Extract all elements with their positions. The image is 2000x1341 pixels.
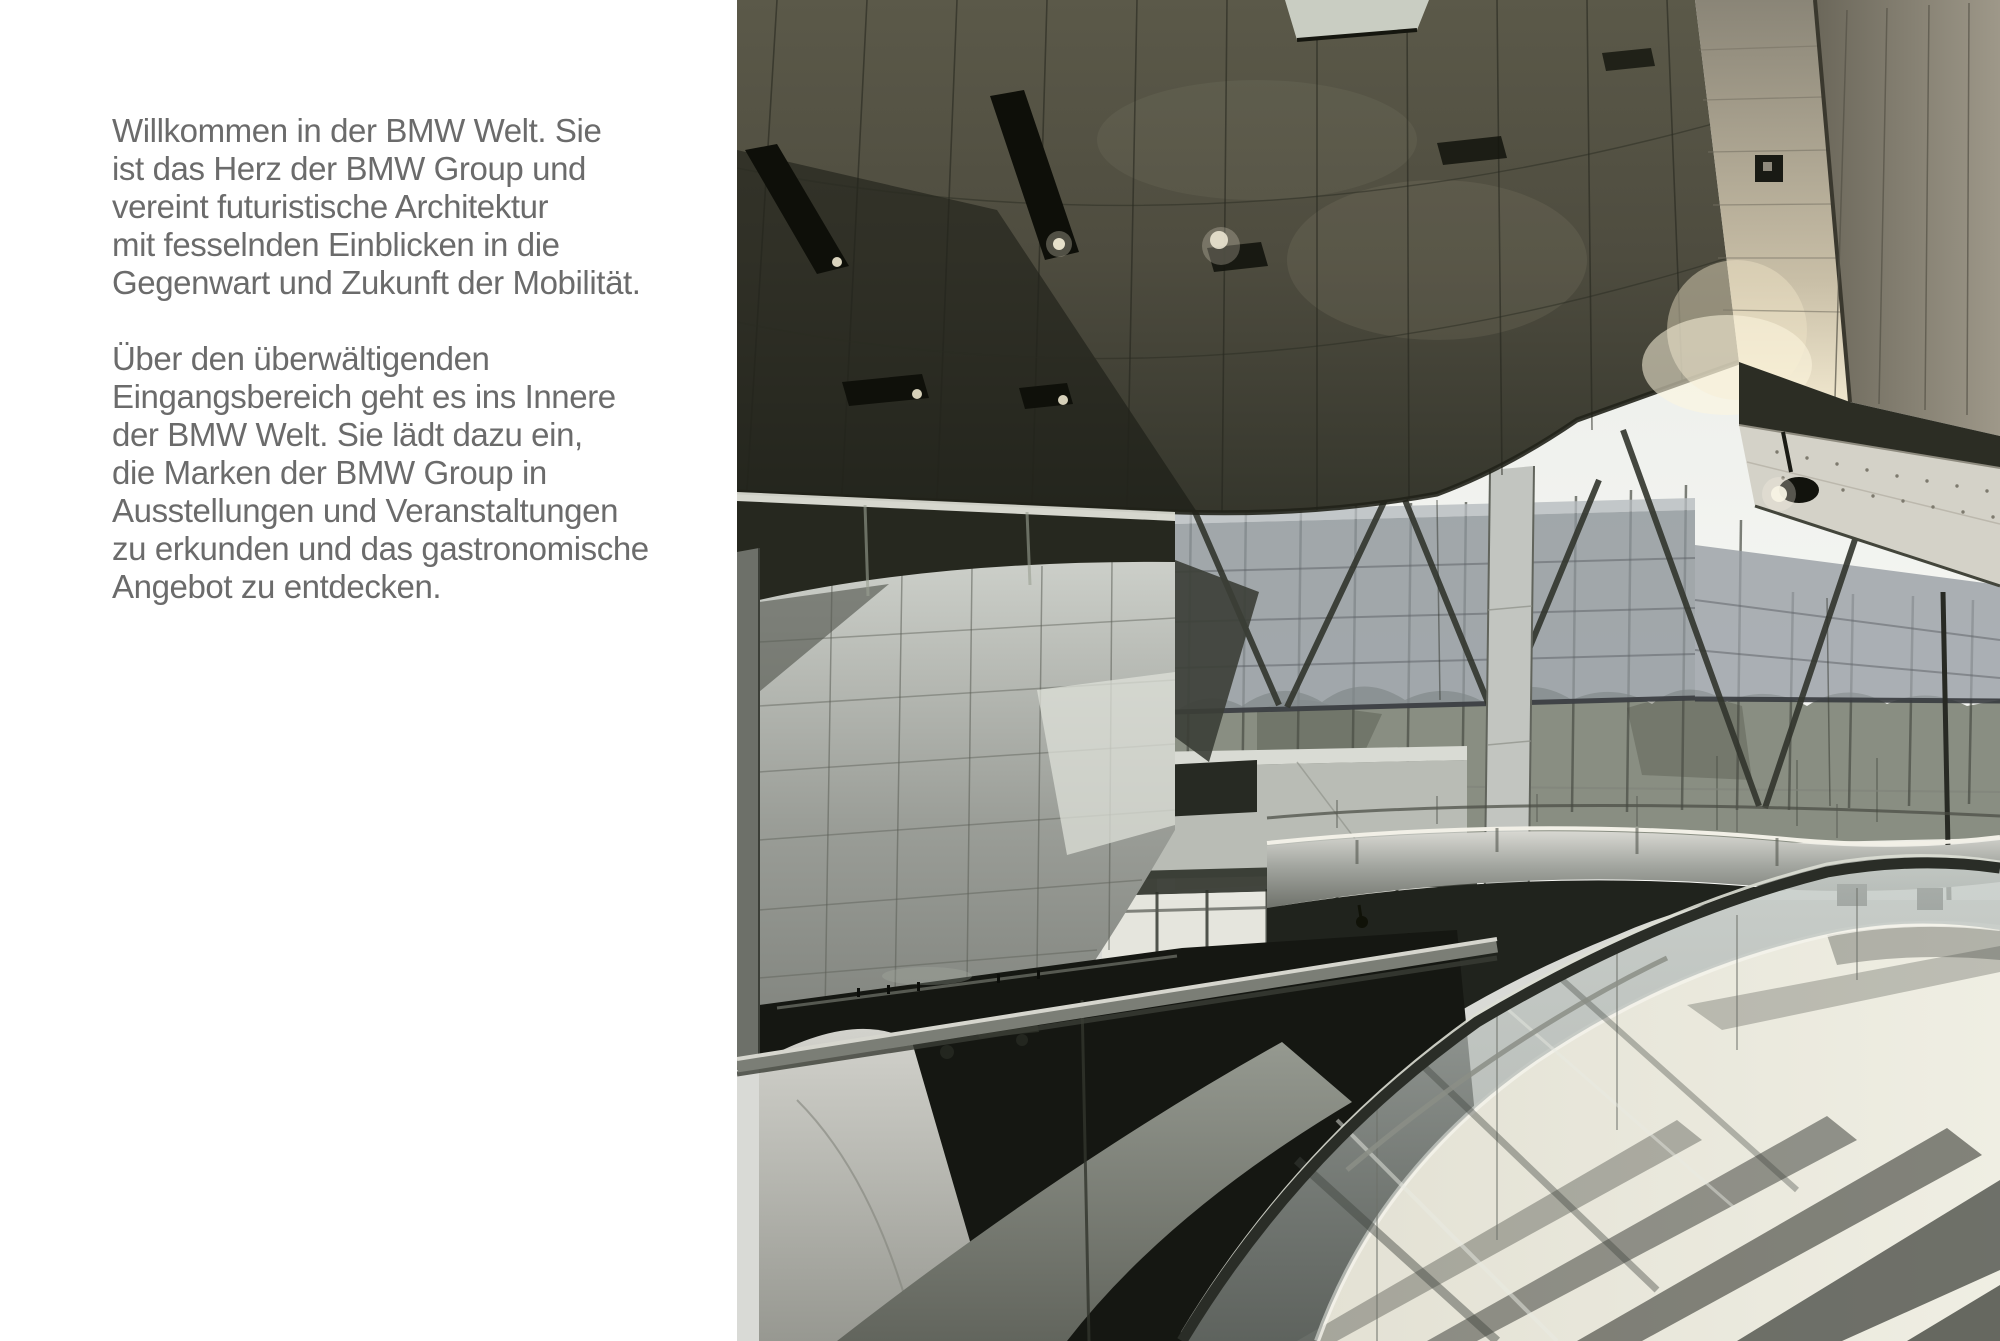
edge-pillar xyxy=(737,548,759,1070)
intro-line: der BMW Welt. Sie lädt dazu ein, xyxy=(112,416,583,453)
intro-line: Angebot zu entdecken. xyxy=(112,568,442,605)
intro-line: die Marken der BMW Group in xyxy=(112,454,547,491)
intro-line: Gegenwart und Zukunft der Mobilität. xyxy=(112,264,641,301)
intro-line: Eingangsbereich geht es ins Innere xyxy=(112,378,616,415)
intro-line: Willkommen in der BMW Welt. Sie xyxy=(112,112,602,149)
intro-line: zu erkunden und das gastronomische xyxy=(112,530,649,567)
intro-line: Ausstellungen und Veranstaltungen xyxy=(112,492,619,529)
bmw-welt-interior-photo xyxy=(737,0,2000,1341)
intro-line: Über den überwältigenden xyxy=(112,340,490,377)
recessed-light xyxy=(1058,395,1068,405)
intro-line: mit fesselnden Einblicken in die xyxy=(112,226,560,263)
intro-text xyxy=(112,112,712,606)
intro-line: ist das Herz der BMW Group und xyxy=(112,150,587,187)
recessed-light xyxy=(832,257,842,267)
intro-line: vereint futuristische Architektur xyxy=(112,188,549,225)
photo-illustration xyxy=(737,0,2000,1341)
recessed-light xyxy=(912,389,922,399)
